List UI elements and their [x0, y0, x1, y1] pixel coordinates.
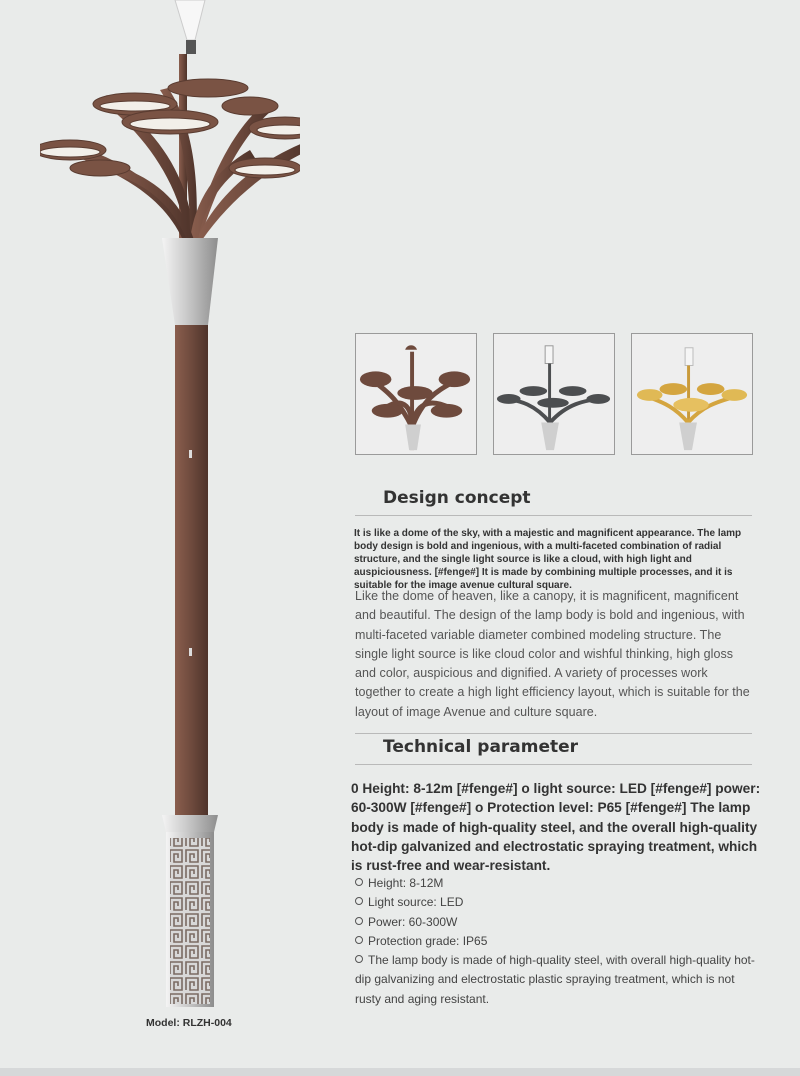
- design-concept-overlay-text: It is like a dome of the sky, with a majestic and magnificent appearance. The lamp body design is bold and ingenious, with a multi-faceted combination of radial structure, and the single light source is like a cloud, with high light and auspiciousness. [#fenge#] It is made by combining multiple processes, and it is suitable for the image avenue cultural square.: [354, 528, 742, 591]
- bullet-icon: [355, 917, 363, 925]
- spec-item: The lamp body is made of high-quality steel, with overall high-quality hot-dip galvanizing and electrostatic plastic spraying treatment, which is not rusty and aging resistant.: [355, 953, 755, 1006]
- variant-thumbnail-bronze[interactable]: [355, 333, 477, 455]
- design-concept-paragraph: Like the dome of heaven, like a canopy, it is magnificent, magnificent and beautiful. The design of the lamp body is bold and ingenious, with multi-faceted variable diameter combined modeling structure. The single light source is like cloud color and wishful thinking, high gloss and color, auspicious and dignified. A variety of processes work together to create a high light efficiency layout, which is suitable for the layout of image Avenue and culture square.: [355, 589, 750, 719]
- variant-thumbnail-grey[interactable]: [493, 333, 615, 455]
- technical-parameter-heading: Technical parameter: [383, 737, 579, 757]
- spec-item: Light source: LED: [355, 893, 755, 912]
- bullet-icon: [355, 936, 363, 944]
- bottom-bar: [0, 1068, 800, 1076]
- bullet-icon: [355, 955, 363, 963]
- section-divider: [355, 764, 752, 765]
- design-concept-heading: Design concept: [383, 488, 531, 508]
- lamp-base: [162, 815, 218, 832]
- silver-collar: [162, 238, 218, 325]
- grey-lamp-icon: [494, 334, 614, 454]
- light-source: [175, 0, 205, 40]
- variant-thumbnail-gold[interactable]: [631, 333, 753, 455]
- lamp-illustration: [40, 0, 300, 1015]
- spec-item: Protection grade: IP65: [355, 932, 755, 951]
- bullet-icon: [355, 878, 363, 886]
- spec-list: [355, 874, 755, 1009]
- spec-item: Power: 60-300W: [355, 913, 755, 932]
- spec-item: Height: 8-12M: [355, 874, 755, 893]
- bullet-icon: [355, 897, 363, 905]
- section-divider: [355, 733, 752, 734]
- technical-summary: 0 Height: 8-12m [#fenge#] o light source: LED [#fenge#] power: 60-300W [#fenge#] o Protection level: P65 [#fenge#] The lamp body is made of high-quality steel, and the overall high-quality hot-dip galvanized and electrostatic spraying treatment, which is rust-free and wear-resistant.: [351, 781, 761, 874]
- bronze-lamp-icon: [356, 334, 476, 454]
- section-divider: [355, 515, 752, 516]
- model-label: Model: RLZH-004: [146, 1017, 232, 1029]
- gold-lamp-icon: [632, 334, 752, 454]
- lamp-pole: [175, 325, 208, 815]
